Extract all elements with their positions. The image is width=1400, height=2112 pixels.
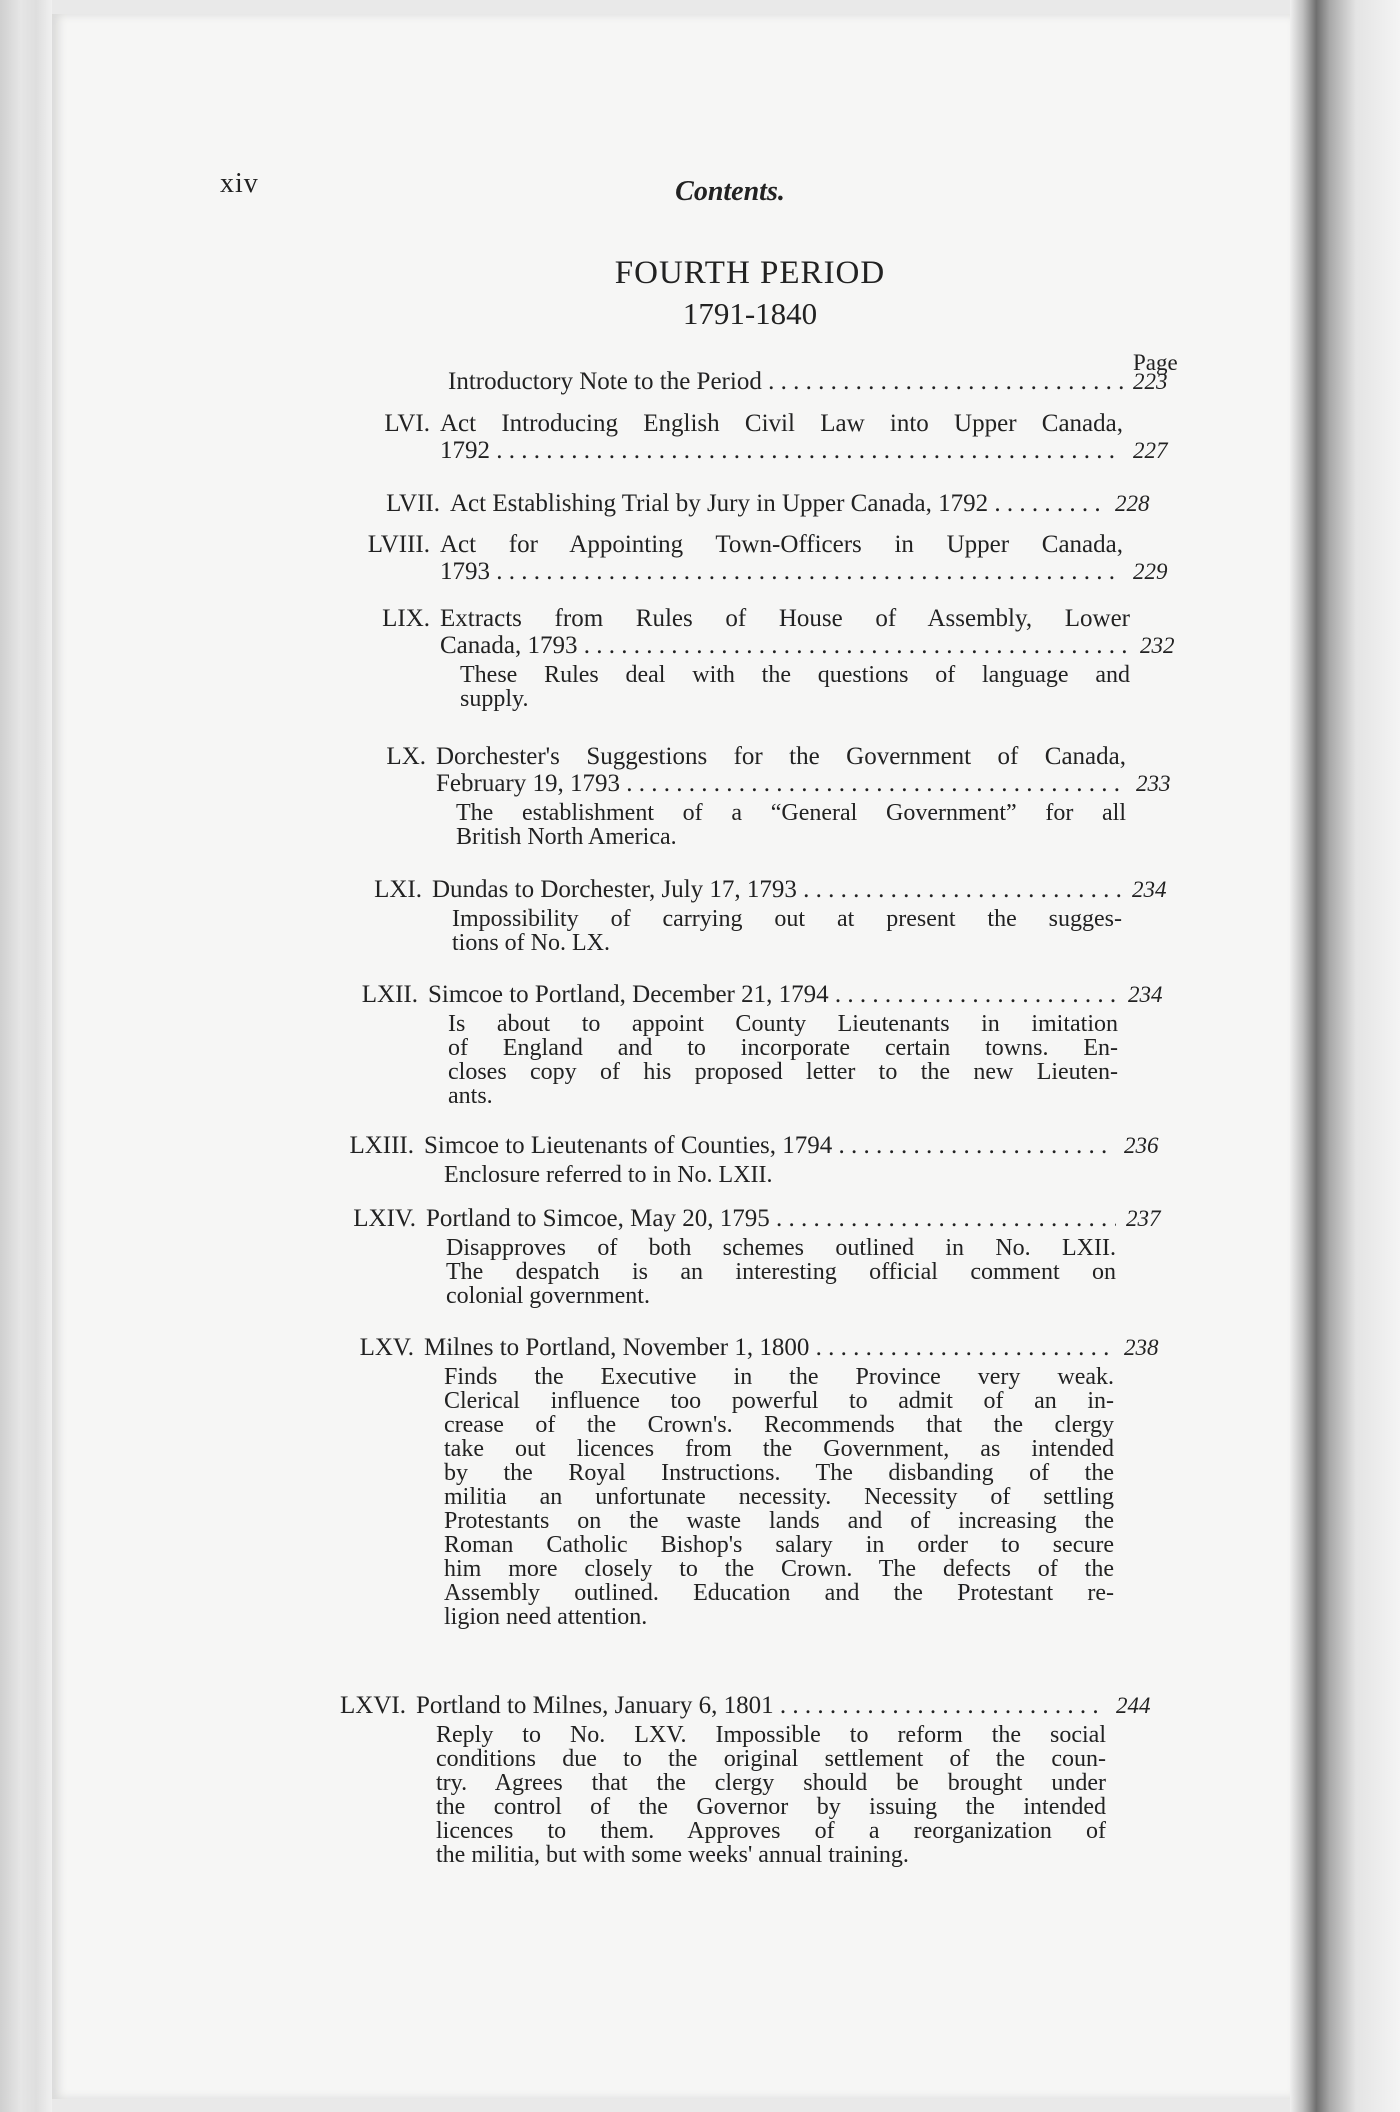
- toc-entry: [349, 1132, 1159, 1188]
- toc-entry-description-line: ants.: [448, 1083, 493, 1109]
- toc-entry: [353, 1205, 1161, 1309]
- toc-entry-title-line: 1793 . . .: [440, 558, 1123, 585]
- toc-entry-title: [374, 876, 1167, 903]
- toc-entry-title-line: Portland to Milnes, January 6, 1801 . . .: [416, 1692, 1106, 1719]
- toc-entry: [386, 743, 1171, 850]
- toc-entry: [386, 490, 1150, 517]
- toc-entry-title: [448, 368, 1168, 395]
- toc-entry-title: [382, 605, 1175, 659]
- toc-entry-description-line: Impossibility of carrying out at present the sugges-: [452, 906, 1122, 932]
- toc-entry-title: [367, 531, 1168, 585]
- toc-entry-title: [386, 743, 1171, 797]
- toc-entry: [367, 531, 1168, 585]
- toc-entry-description-line: Disapproves of both schemes outlined in No. LXII.: [446, 1235, 1116, 1261]
- toc-entry-description-line: Is about to appoint County Lieutenants in imitation: [448, 1011, 1118, 1037]
- toc-entry-description: [432, 907, 1122, 955]
- toc-entry-title-line: Dorchester's Suggestions for the Government of Canada,: [436, 743, 1126, 770]
- toc-entry-numeral: LX.: [386, 743, 426, 770]
- toc-entry-numeral: LXIV.: [353, 1205, 416, 1232]
- toc-entry-description-line: ligion need attention.: [444, 1604, 648, 1630]
- running-head: Contents.: [675, 176, 785, 207]
- toc-entry-title-line: Simcoe to Portland, December 21, 1794 . . .: [428, 981, 1118, 1008]
- toc-entry-title-line: Dundas to Dorchester, July 17, 1793 . . .: [432, 876, 1122, 903]
- toc-entry: [361, 981, 1163, 1109]
- toc-entry-description-line: British North America.: [456, 824, 677, 850]
- toc-entry-numeral: LIX.: [382, 605, 430, 632]
- toc-entry-title-line: Introductory Note to the Period . . .: [448, 368, 1123, 395]
- toc-entry-numeral: LXV.: [359, 1334, 414, 1361]
- toc-entry-description-line: Protestants on the waste lands and of increasing the: [444, 1508, 1114, 1534]
- toc-entry: [374, 876, 1167, 956]
- toc-entry-title: [349, 1132, 1159, 1159]
- toc-entry-page: 244: [1116, 1693, 1151, 1718]
- toc-entry-page: 238: [1124, 1335, 1159, 1360]
- toc-entry-description-line: Roman Catholic Bishop's salary in order to secure: [444, 1532, 1114, 1558]
- toc-entry-description: [426, 1236, 1116, 1308]
- toc-entry-page: 228: [1115, 491, 1150, 516]
- toc-entry-page: 229: [1133, 559, 1168, 584]
- folio-number: xiv: [220, 168, 259, 199]
- toc-entry-description-line: closes copy of his proposed letter to the new Lieuten-: [448, 1059, 1118, 1085]
- toc-entry-description-line: colonial government.: [446, 1283, 650, 1309]
- toc-entry-description-line: Reply to No. LXV. Impossible to reform the social: [436, 1722, 1106, 1748]
- toc-entry-title-line: Milnes to Portland, November 1, 1800 . . .: [424, 1334, 1114, 1361]
- toc-entry-title: [359, 1334, 1159, 1361]
- toc-entry-title: [386, 490, 1150, 517]
- toc-entry-title: [361, 981, 1163, 1008]
- toc-entry-page: 237: [1126, 1206, 1161, 1231]
- toc-entry-description-line: take out licences from the Government, as intended: [444, 1436, 1114, 1462]
- toc-entry-description-line: of England and to incorporate certain towns. En-: [448, 1035, 1118, 1061]
- toc-entry-title-line: Act Introducing English Civil Law into Upper Canada,: [440, 410, 1123, 437]
- toc-entry-description-line: licences to them. Approves of a reorganization of: [436, 1818, 1106, 1844]
- toc-entry: [448, 368, 1168, 395]
- toc-entry-page: 236: [1124, 1133, 1159, 1158]
- toc-entry-title-line: Simcoe to Lieutenants of Counties, 1794 . . .: [424, 1132, 1114, 1159]
- toc-entry-title-line: Act for Appointing Town-Officers in Upper Canada,: [440, 531, 1123, 558]
- toc-entry-title-line: Canada, 1793 . . .: [440, 632, 1130, 659]
- toc-entry-description-line: militia an unfortunate necessity. Necessity of settling: [444, 1484, 1114, 1510]
- toc-entry-description: [436, 801, 1126, 849]
- toc-entry-numeral: LVI.: [384, 410, 430, 437]
- toc-entry-page: 223: [1133, 369, 1168, 394]
- toc-entry-description: [440, 663, 1130, 711]
- toc-entry-description: [416, 1723, 1106, 1867]
- toc-entry-description-line: him more closely to the Crown. The defects of the: [444, 1556, 1114, 1582]
- toc-entry-description-line: Clerical influence too powerful to admit of an in-: [444, 1388, 1114, 1414]
- toc-entry-title-line: Act Establishing Trial by Jury in Upper Canada, 1792 . . .: [450, 490, 1105, 517]
- toc-entry-description-line: try. Agrees that the clergy should be brought under: [436, 1770, 1106, 1796]
- toc-entry-page: 234: [1128, 982, 1163, 1007]
- toc-entry-description-line: Assembly outlined. Education and the Protestant re-: [444, 1580, 1114, 1606]
- toc-entry-numeral: LXI.: [374, 876, 422, 903]
- toc-entry-page: 234: [1132, 877, 1167, 902]
- toc-entry-description-line: Enclosure referred to in No. LXII.: [444, 1162, 773, 1188]
- toc-entry: [382, 605, 1175, 712]
- toc-entry-title-line: Portland to Simcoe, May 20, 1795 . . .: [426, 1205, 1116, 1232]
- toc-entry-description-line: The establishment of a “General Government” for all: [456, 800, 1126, 826]
- toc-entry-description-line: conditions due to the original settlement of the coun-: [436, 1746, 1106, 1772]
- toc-entry-page: 233: [1136, 771, 1171, 796]
- toc-entry-title: [353, 1205, 1161, 1232]
- toc-entry-page: 227: [1133, 438, 1168, 463]
- toc-entry-description-line: supply.: [460, 686, 529, 712]
- toc-entry-numeral: LXII.: [361, 981, 418, 1008]
- toc-entry-description-line: crease of the Crown's. Recommends that the clergy: [444, 1412, 1114, 1438]
- toc-entry-description-line: the control of the Governor by issuing the intended: [436, 1794, 1106, 1820]
- toc-entry-numeral: LVIII.: [367, 531, 430, 558]
- toc-entry-description-line: the militia, but with some weeks' annual training.: [436, 1842, 909, 1868]
- toc-entry-description-line: Finds the Executive in the Province very weak.: [444, 1364, 1114, 1390]
- toc-entry-title-line: February 19, 1793 . . .: [436, 770, 1126, 797]
- toc-entry-title: [340, 1692, 1151, 1719]
- toc-entry-page: 232: [1140, 633, 1175, 658]
- toc-entry-description-line: tions of No. LX.: [452, 930, 610, 956]
- toc-entry-title-line: Extracts from Rules of House of Assembly, Lower: [440, 605, 1130, 632]
- toc-entry-description-line: These Rules deal with the questions of language and: [460, 662, 1130, 688]
- page-column-label: Page: [1133, 350, 1178, 375]
- toc-entry: [384, 410, 1168, 464]
- toc-entry: [359, 1334, 1159, 1630]
- toc-entry-description-line: by the Royal Instructions. The disbanding of the: [444, 1460, 1114, 1486]
- toc-entry-title: [384, 410, 1168, 464]
- toc-entry-title-line: 1792 . . .: [440, 437, 1123, 464]
- toc-entry-numeral: LXVI.: [340, 1692, 406, 1719]
- toc-entry-description: [428, 1012, 1118, 1108]
- period-title: FOURTH PERIOD: [614, 255, 886, 291]
- toc-entry-description: [424, 1365, 1114, 1629]
- period-years: 1791-1840: [682, 296, 818, 331]
- toc-entry: [340, 1692, 1151, 1868]
- toc-entry-description: [424, 1163, 1114, 1187]
- toc-entry-numeral: LVII.: [386, 490, 440, 517]
- toc-entry-numeral: LXIII.: [349, 1132, 414, 1159]
- toc-entry-description-line: The despatch is an interesting official comment on: [446, 1259, 1116, 1285]
